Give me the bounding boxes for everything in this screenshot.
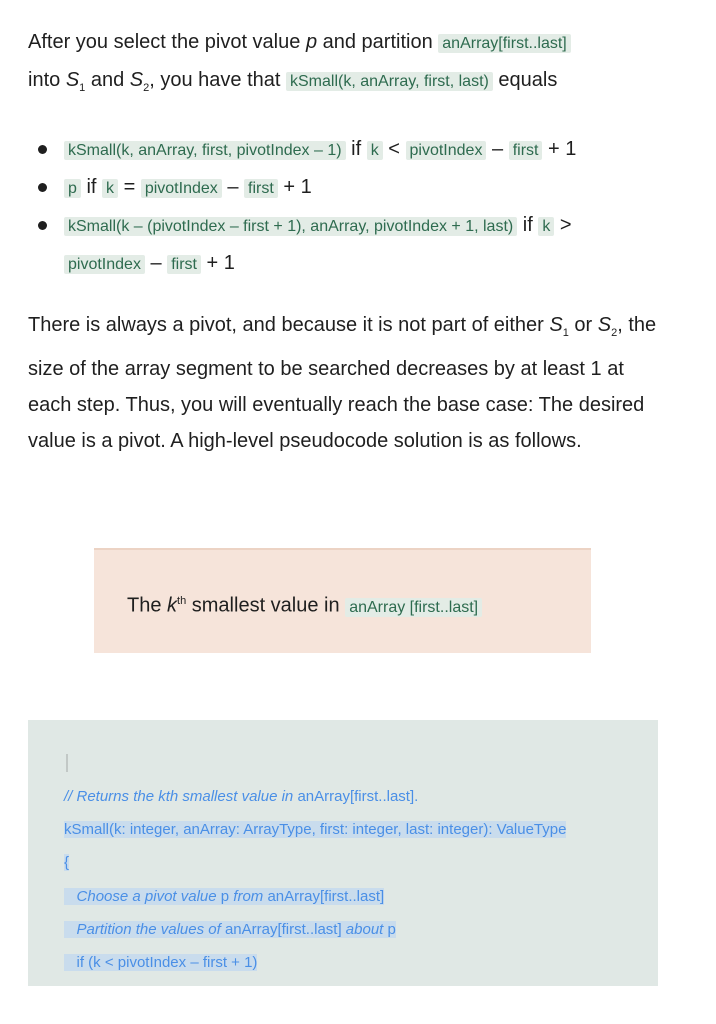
text: if (517, 214, 539, 236)
set-s2: S (129, 69, 144, 91)
subscript: 2 (143, 82, 150, 94)
text: + 1 (277, 176, 312, 198)
inline-code: k (538, 217, 554, 236)
inline-code: k (102, 179, 118, 198)
text: and partition (317, 31, 439, 53)
inline-code: anArray[first..last] (438, 34, 570, 53)
text: – (221, 176, 245, 198)
text: + 1 (200, 252, 235, 274)
code: anArray[first..last] (267, 888, 385, 905)
text: if (80, 176, 103, 198)
text: or (568, 314, 598, 336)
k-variable: k (167, 594, 178, 617)
inline-code: k (367, 141, 383, 160)
text-cursor (66, 754, 68, 772)
text: from (229, 888, 268, 905)
subscript: 1 (562, 327, 569, 339)
text: equals (492, 69, 558, 91)
pseudocode-line (64, 853, 69, 873)
text: = (118, 176, 141, 198)
text: smallest value in (186, 594, 346, 617)
set-s1: S (549, 314, 563, 336)
text: into (28, 69, 66, 91)
goal-text (127, 587, 482, 622)
explanation-paragraph (28, 307, 668, 459)
inline-code: kSmall(k, anArray, first, last) (286, 72, 493, 91)
text: , the size of the array segment to be searched decreases by at least 1 at each step. Thus, you will eventually reach the base case: The desired value is a pivot. A high-level pseudocode solution is as follows. (28, 314, 657, 452)
text: – (486, 138, 509, 160)
pseudocode-block (28, 720, 658, 986)
pseudocode-line (64, 787, 418, 807)
code: anArray[first..last] (224, 921, 342, 938)
text: After you select the pivot value (28, 31, 306, 53)
subscript: 2 (611, 327, 618, 339)
text: The (127, 594, 168, 617)
text: Choose a pivot value (76, 888, 221, 905)
intro-paragraph (28, 24, 668, 106)
text: and (85, 69, 130, 91)
inline-code: first (244, 179, 278, 198)
brace: { (64, 854, 70, 871)
inline-code: kSmall(k – (pivotIndex – first + 1), anArray, pivotIndex + 1, last) (64, 217, 517, 236)
text: There is always a pivot, and because it is not part of either (28, 314, 550, 336)
inline-code: pivotIndex (64, 255, 145, 274)
text: < (382, 138, 406, 160)
text: if (345, 138, 367, 160)
list-item (36, 169, 656, 207)
inline-code: first (509, 141, 543, 160)
code: if (k < pivotIndex – first + 1) (76, 954, 258, 971)
code: anArray[first..last]. (297, 788, 419, 805)
subscript: 1 (79, 82, 86, 94)
comment: // Returns the kth smallest value in (64, 788, 298, 805)
text: Partition the values of (76, 921, 225, 938)
list-item (36, 207, 656, 283)
signature: kSmall(k: integer, anArray: ArrayType, first: integer, last: integer): ValueType (64, 821, 567, 838)
pivot-variable: p (305, 31, 318, 53)
inline-code: p (64, 179, 81, 198)
text: + 1 (542, 138, 577, 160)
inline-code: pivotIndex (406, 141, 487, 160)
inline-code: first (167, 255, 201, 274)
inline-code: pivotIndex (141, 179, 222, 198)
text: > (554, 214, 572, 236)
set-s1: S (65, 69, 80, 91)
superscript: th (177, 595, 187, 607)
text: about (341, 921, 388, 938)
text: , you have that (149, 69, 286, 91)
goal-box (94, 548, 591, 653)
pseudocode-line (64, 887, 384, 907)
cases-list (36, 131, 656, 283)
pseudocode-line (64, 920, 396, 940)
inline-code: anArray [first..last] (345, 598, 482, 617)
pseudocode-line (64, 953, 257, 973)
inline-code: kSmall(k, anArray, first, pivotIndex – 1) (64, 141, 346, 160)
pseudocode-line (64, 820, 566, 840)
text: – (144, 252, 168, 274)
set-s2: S (597, 314, 612, 336)
list-item (36, 131, 656, 169)
code: p (387, 921, 396, 938)
code: p (220, 888, 230, 905)
